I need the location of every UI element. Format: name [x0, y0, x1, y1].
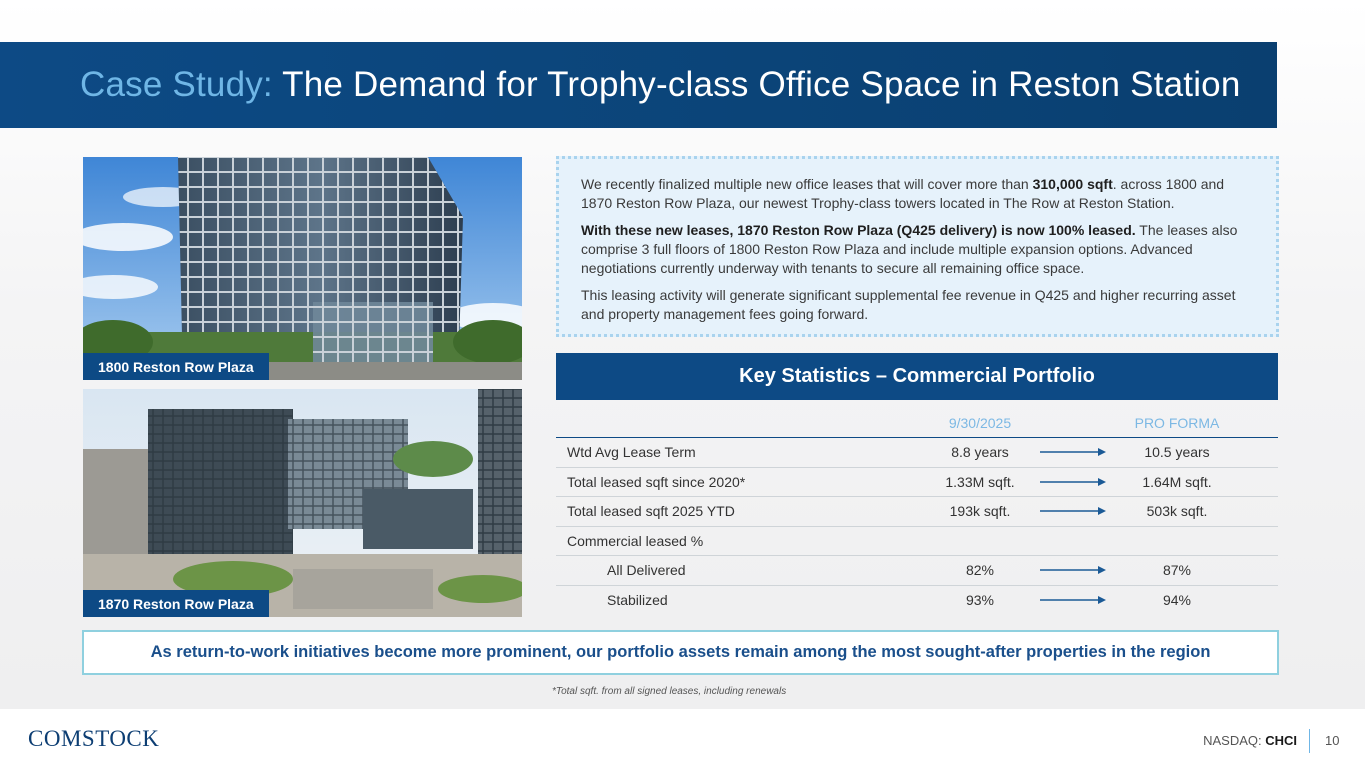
- highlight-sqft: 310,000 sqft: [1032, 176, 1113, 192]
- row-label: Commercial leased %: [567, 532, 704, 549]
- stats-header: Key Statistics – Commercial Portfolio: [556, 353, 1278, 400]
- row-label: Total leased sqft since 2020*: [567, 473, 746, 490]
- table-row: [556, 586, 1278, 616]
- row-value-pro-forma: 1.64M sqft.: [1142, 473, 1212, 490]
- row-value-current: 193k sqft.: [949, 503, 1011, 520]
- nasdaq-ticker: NASDAQ: CHCI: [1203, 733, 1297, 748]
- row-label: All Delivered: [607, 562, 686, 579]
- footnote: *Total sqft. from all signed leases, including renewals: [552, 686, 787, 697]
- row-value-pro-forma: 87%: [1162, 562, 1192, 579]
- description-paragraph-2: With these new leases, 1870 Reston Row Plaza (Q425 delivery) is now 100% leased. The leases also comprise 3 full floors of 1800 Reston Row Plaza and include multiple expansion options. Advanced negotiations currently underway with tenants to secure all remaining office space.: [581, 222, 1238, 276]
- row-value-pro-forma: 503k sqft.: [1146, 503, 1208, 520]
- column-header-pro-forma: PRO FORMA: [1134, 415, 1220, 431]
- photo-label-1870: 1870 Reston Row Plaza: [83, 590, 269, 617]
- description-paragraph-3: This leasing activity will generate significant supplemental fee revenue in Q425 and higher recurring asset and property management fees going forward.: [581, 287, 1236, 322]
- title-bar: [0, 42, 1277, 128]
- row-label: Total leased sqft 2025 YTD: [567, 503, 735, 520]
- ticker-symbol: CHCI: [1265, 733, 1297, 748]
- row-value-current: 8.8 years: [951, 444, 1009, 461]
- callout-banner: As return-to-work initiatives become more prominent, our portfolio assets remain among the most sought-after properties in the region: [82, 630, 1279, 675]
- row-value-current: 1.33M sqft.: [945, 473, 1015, 490]
- row-label: Stabilized: [607, 592, 668, 609]
- page-number: 10: [1325, 733, 1340, 748]
- table-row: [556, 556, 1278, 586]
- description-box: [556, 156, 1279, 337]
- description-paragraph-1: We recently finalized multiple new office leases that will cover more than 310,000 sqft. across 1800 and 1870 Reston Row Plaza, our newest Trophy-class towers located in The Row at Reston Station.: [581, 176, 1225, 211]
- row-label: Wtd Avg Lease Term: [567, 444, 696, 461]
- table-row: [556, 527, 1278, 557]
- title-main: The Demand for Trophy-class Office Space in Reston Station: [282, 65, 1241, 104]
- row-value-pro-forma: 94%: [1162, 592, 1192, 609]
- table-row: [556, 468, 1278, 498]
- photo-1870-reston-row-plaza: [83, 389, 522, 617]
- row-value-pro-forma: 10.5 years: [1144, 444, 1210, 461]
- comstock-logo: COMSTOCK: [28, 726, 160, 751]
- row-value-current: 82%: [965, 562, 995, 579]
- arrow-right-icon: [1040, 565, 1106, 575]
- stats-table-header: [556, 409, 1278, 438]
- arrow-right-icon: [1040, 477, 1106, 487]
- column-header-current: 9/30/2025: [948, 415, 1012, 431]
- table-row: [556, 497, 1278, 527]
- photo-label-1800: 1800 Reston Row Plaza: [83, 353, 269, 380]
- title-prefix: Case Study:: [80, 65, 273, 104]
- footer-divider: [1309, 729, 1310, 753]
- arrow-right-icon: [1040, 595, 1106, 605]
- arrow-right-icon: [1040, 506, 1106, 516]
- highlight-fully-leased: With these new leases, 1870 Reston Row Plaza (Q425 delivery) is now 100% leased.: [581, 222, 1136, 238]
- table-row: [556, 438, 1278, 468]
- row-value-current: 93%: [965, 592, 995, 609]
- stats-table: [556, 409, 1278, 615]
- page-title: [80, 65, 1241, 105]
- footer: [0, 709, 1365, 768]
- aerial-illustration-1870: [83, 389, 522, 617]
- tower-illustration-1800: [83, 157, 522, 380]
- photo-1800-reston-row-plaza: [83, 157, 522, 380]
- arrow-right-icon: [1040, 447, 1106, 457]
